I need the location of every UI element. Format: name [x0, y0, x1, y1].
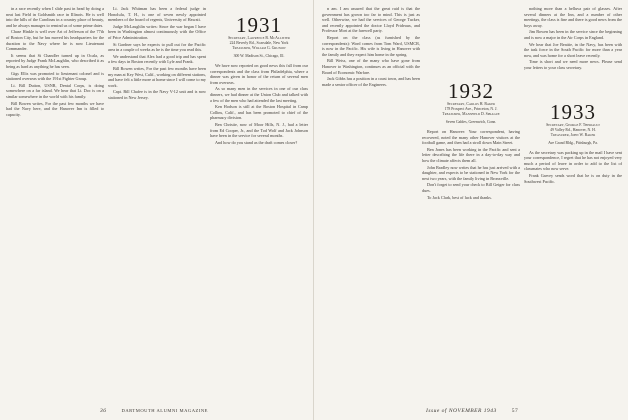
issue-line: Issue of NOVEMBER 1943 — [426, 408, 497, 414]
left-folio — [100, 408, 208, 414]
secretary-line: Secretary, Lawrence B. McAllister — [228, 36, 290, 40]
paragraph: Ben Jones has been working in the Pacific and sent a letter describing the life there in a day-to-day way and how the climate affects them all. — [422, 146, 520, 163]
paragraph: Jim Bowen has been in the service since the beginning and is now a major in the Air Corps in England. — [524, 29, 622, 40]
secretary-address: 178 Prospect Ave., Princeton, N. J. — [444, 107, 498, 111]
right-column-1 — [322, 6, 420, 88]
paragraph: Bill Weiss, one of the many who have gone from Hanover to Washington, continues as an official with the Board of Economic Warfare. — [322, 58, 420, 75]
treasurer-address: 300 W. Madison St., Chicago, Ill. — [233, 54, 285, 58]
publication-name: DARTMOUTH ALUMNI MAGAZINE — [121, 408, 208, 413]
paragraph: in a race recently when I slide past in head by doing a neat last Field in Goldsmith race in Illinois. He is well into the hills of the Carolinas in a country place of beauty, and he always manages to remind us of some prime dates. — [6, 6, 104, 28]
paragraph: Gigs Ellis was promoted to lieutenant colonel and is stationed overseas with the 191st Fighter Group. — [6, 70, 104, 82]
treasurer-line: Treasurer, John W. Baker — [550, 132, 596, 137]
class-year: 1933 — [550, 99, 596, 124]
secretary-address: 49 Valley Rd., Hanover, N. H. — [550, 127, 596, 132]
secretary-line: Secretary, Carlos H. Baker — [446, 102, 496, 106]
paragraph: Ben Christie, now of Moor Hills, N. J., had a letter from Ed Cooper, Jr., and the Tod Wolf and Jack Johnson have been in the service for several months. — [210, 121, 308, 139]
paragraph: Lt. Jack Whitman has been a federal judge in Honolulu, T. H., is one of seven newly appointed members of the board of regents, University of Hawaii. — [108, 6, 206, 23]
paragraph: Bill Bowen writes, For the past few months have been my man at Key West, Calif., working on different stations, and have felt a little more at home since I will come to my work. — [108, 65, 206, 88]
left-column-1 — [6, 6, 104, 118]
paragraph: Si Gardner says he expects to pull out for the Pacific area in a couple of weeks as he is the time you read this. — [108, 41, 206, 53]
right-column-2 — [422, 6, 520, 201]
paragraph: Report on Hanover: Your correspondent, having recovered, noted the many other Hanover visitors at the football game, and then had a stroll down Main Street. — [422, 129, 520, 146]
paragraph: As the secretary was packing up in the mail I have sent your correspondence, I regret that he has not enjoyed very much a period of leave in order to add to the list of classmates who now serve. — [524, 149, 622, 172]
class-heading-1932 — [422, 80, 520, 125]
right-folio — [426, 408, 518, 414]
paragraph: Don't forget to send your check to Bill Geiger for class dues. — [422, 182, 520, 193]
treasurer-address: Ave Grand Bldg., Pittsburgh, Pa. — [548, 140, 598, 145]
paragraph: Report on the class (as furnished by the correspondents): Word comes from Tom Ward, USMCR, is now in the Pacific. His wife is living in Hanover with the family and they expect him home in the spring. — [322, 34, 420, 57]
class-heading-1931 — [210, 14, 308, 59]
left-column-2 — [108, 6, 206, 102]
paragraph: Lt. Bill Dutton, USNR, Dental Corps, is doing somewhere on a far island. We hear that Lt. Doc is on a similar somewhere in the world with his family. — [6, 82, 104, 99]
paragraph: Ken Hodson is still at the Boston Hospital in Camp Collins, Calif., and has been promoted to chief of the pharmacy division. — [210, 104, 308, 121]
paragraph: We understand that Alex had a good trip and has spent a few days in Boston recently with Lyle and Frank. — [108, 53, 206, 65]
class-heading-1933 — [524, 101, 622, 146]
paragraph: Jack Gibbs has a position in a coast town, and has been made a senior officer of the Engineers. — [322, 76, 420, 87]
paragraph: n am. I am assured that the great raid is that the government has grown too far to mind. This is just as well. Otherwise, we had the services of George Tucker, and recently appointed the doctor Lloyd Prideaux, and Professor Mort at the farewell party. — [322, 6, 420, 34]
paragraph: It seems that Si Chandler turned up in Ocala, as reported by Judge Frank McLaughlin, who described it as being as hard as anything he has seen. — [6, 52, 104, 69]
paragraph: John Bradley now writes that he has just arrived with a daughter, and expects to be stationed in New York for the next two years, with the family living in Bronxville. — [422, 164, 520, 181]
class-year: 1931 — [236, 13, 282, 37]
treasurer-line: Treasurer, Mansfield D. Sprague — [442, 112, 500, 116]
secretary-address: 224 Beverly Rd., Scarsdale, New York — [229, 41, 289, 45]
left-column-3 — [210, 6, 308, 146]
class-year: 1932 — [448, 79, 494, 103]
treasurer-line: Treasurer, William G. Grunow — [232, 46, 286, 50]
paragraph: Judge McLaughlin writes: Since the war began I have been in Washington almost continuously with the Office of Price Administration. — [108, 23, 206, 40]
paragraph: Frank Garvey sends word that he is on duty in the Southwest Pacific. — [524, 172, 622, 184]
treasurer-address: Seven Gables, Greenwich, Conn. — [445, 120, 497, 124]
paragraph: And how do you stand as the draft comes closer? — [215, 139, 298, 145]
paragraph: Chase Hinkle is well over Art of Jefferson of the 77th of Boston City, but he has moved his headquarters for the duration to the Navy where he is now Lieutenant Commander. — [6, 29, 104, 52]
paragraph: We hear that Joe Beattie, in the Navy, has been with the task force in the South Pacific for more than a year now, and was home for a short leave recently. — [524, 41, 622, 58]
paragraph: Bill Bowen writes, For the past few months we have had the Navy here, and the Hanover Inn is filled to capacity. — [6, 100, 104, 117]
paragraph: To Jack Clark, best of luck and thanks. — [427, 194, 492, 200]
paragraph: We have now reported on good news this fall from our correspondents and the class from Philadelphia, where a dinner was given in honor of the return of several men from overseas. — [210, 63, 308, 85]
page-number: 57 — [511, 408, 519, 414]
right-column-3 — [524, 6, 622, 185]
paragraph: nothing more than a helluva pair of glasses. After several dinners at the Inn, and a number of other meetings, the class is fine and there is good news from the boys away. — [524, 6, 622, 28]
right-page — [314, 0, 628, 420]
paragraph: As so many men in the services in one of our class dinners, we had dinner at the Union Club and talked with a few of the men who had attended the last meeting. — [210, 86, 308, 103]
paragraph: Capt. Bill Chafee is in the Navy V-12 unit and is now stationed in New Jersey. — [108, 89, 206, 100]
secretary-line: Secretary, George F. Theriault — [546, 122, 600, 127]
paragraph: Time is short and we need more news. Please send your letters to your class secretary. — [524, 59, 622, 70]
page-number: 36 — [100, 408, 107, 414]
